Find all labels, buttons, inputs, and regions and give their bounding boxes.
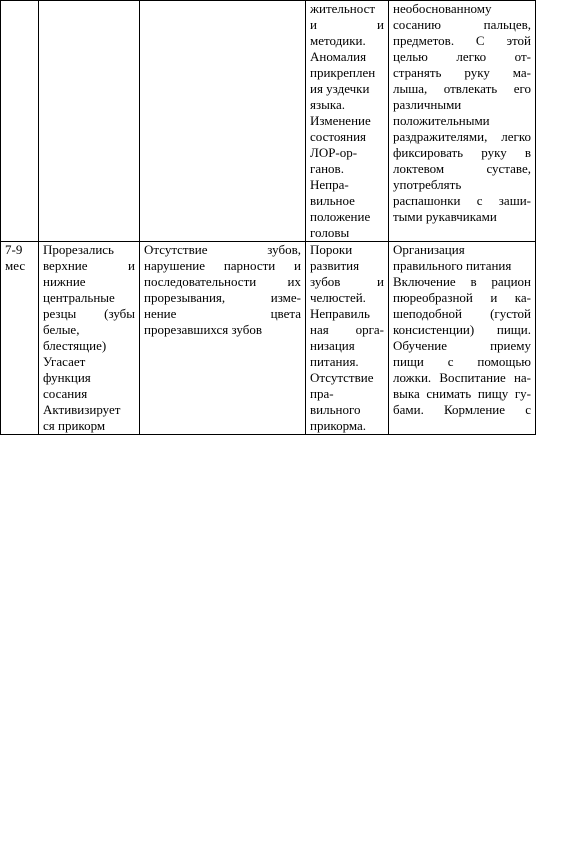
text-line: челюстей. — [310, 290, 366, 305]
text-line: нение цвета — [144, 306, 301, 321]
text-line: жительност — [310, 1, 376, 16]
age-cell — [1, 242, 39, 435]
text-line: прорезывания, изме- — [144, 290, 301, 305]
text-line: Аномалия — [310, 49, 367, 64]
age-cell — [1, 1, 39, 242]
text-line: Активизирует — [43, 402, 121, 417]
text-line: Включение в рацион — [393, 274, 531, 289]
prevention-cell — [389, 1, 536, 242]
text-line: ия уздечки — [310, 81, 370, 96]
development-table — [0, 0, 536, 435]
text-line: целью легко от- — [393, 49, 531, 64]
text-line: низация — [310, 338, 355, 353]
text-line: 7-9 — [5, 242, 23, 257]
text-line: нарушение парности и — [144, 258, 301, 273]
disorders-cell — [140, 242, 306, 435]
text-line: центральные — [43, 290, 115, 305]
text-line: Пороки — [310, 242, 353, 257]
table-row — [1, 242, 536, 435]
text-line: Обучение приему — [393, 338, 531, 353]
text-line: прикреплен — [310, 65, 376, 80]
text-line: Угасает — [43, 354, 86, 369]
text-line: положение — [310, 209, 371, 224]
text-line: сосания — [43, 386, 88, 401]
text-line: странять руку ма- — [393, 65, 531, 80]
text-line: Неправиль — [310, 306, 370, 321]
disorders-cell — [140, 1, 306, 242]
text-line: распашонки с заши- — [393, 193, 531, 208]
text-line: различными — [393, 97, 462, 112]
text-line: фиксировать руку в — [393, 145, 531, 160]
text-line: и и — [310, 17, 384, 32]
text-line: локтевом суставе, — [393, 161, 531, 176]
text-line: развития — [310, 258, 360, 273]
text-line: прикорма. — [310, 418, 367, 433]
text-line: состояния — [310, 129, 366, 144]
text-line: правильного питания — [393, 258, 512, 273]
text-line: Отсутствие зубов, — [144, 242, 301, 257]
text-line: головы — [310, 225, 350, 240]
text-line: нижние — [43, 274, 86, 289]
text-line: тыми рукавчиками — [393, 209, 497, 224]
text-line: выка снимать пищу гу- — [393, 386, 531, 401]
text-line: методики. — [310, 33, 366, 48]
text-line: употреблять — [393, 177, 462, 192]
text-line: верхние и — [43, 258, 135, 273]
text-line: блестящие) — [43, 338, 107, 353]
text-line: Непра- — [310, 177, 349, 192]
text-line: прорезавшихся зубов — [144, 322, 262, 337]
text-line: пюреобразной и ка- — [393, 290, 531, 305]
text-line: ная орга- — [310, 322, 384, 337]
text-line: зубов и — [310, 274, 384, 289]
features-cell — [39, 242, 140, 435]
text-line: мес — [5, 258, 26, 273]
text-line: вильное — [310, 193, 355, 208]
text-line: вильного — [310, 402, 361, 417]
text-line: пищи с помощью — [393, 354, 531, 369]
text-line: Прорезались — [43, 242, 114, 257]
text-line: ложки. Воспитание на- — [393, 370, 531, 385]
text-line: питания. — [310, 354, 359, 369]
text-line: резцы (зубы — [43, 306, 135, 321]
text-line: раздражителями, легко — [393, 129, 531, 144]
text-line: положительными — [393, 113, 490, 128]
text-line: Организация — [393, 242, 465, 257]
text-line: пра- — [310, 386, 334, 401]
text-line: языка. — [310, 97, 345, 112]
text-line: сосанию пальцев, — [393, 17, 531, 32]
features-cell — [39, 1, 140, 242]
causes-cell — [306, 1, 389, 242]
text-line: необоснованному — [393, 1, 492, 16]
text-line: ЛОР-ор- — [310, 145, 358, 160]
text-line: консистенции) пищи. — [393, 322, 531, 337]
text-line: предметов. С этой — [393, 33, 531, 48]
text-line: лыша, отвлекать его — [393, 81, 531, 96]
text-line: ганов. — [310, 161, 344, 176]
prevention-cell — [389, 242, 536, 435]
text-line: функция — [43, 370, 91, 385]
text-line: ся прикорм — [43, 418, 106, 433]
text-line: Изменение — [310, 113, 371, 128]
text-line: Отсутствие — [310, 370, 374, 385]
text-line: последовательности их — [144, 274, 301, 289]
text-line: белые, — [43, 322, 80, 337]
text-line: шеподобной (густой — [393, 306, 531, 321]
causes-cell — [306, 242, 389, 435]
text-line: бами. Кормление с — [393, 402, 531, 417]
table-row — [1, 1, 536, 242]
